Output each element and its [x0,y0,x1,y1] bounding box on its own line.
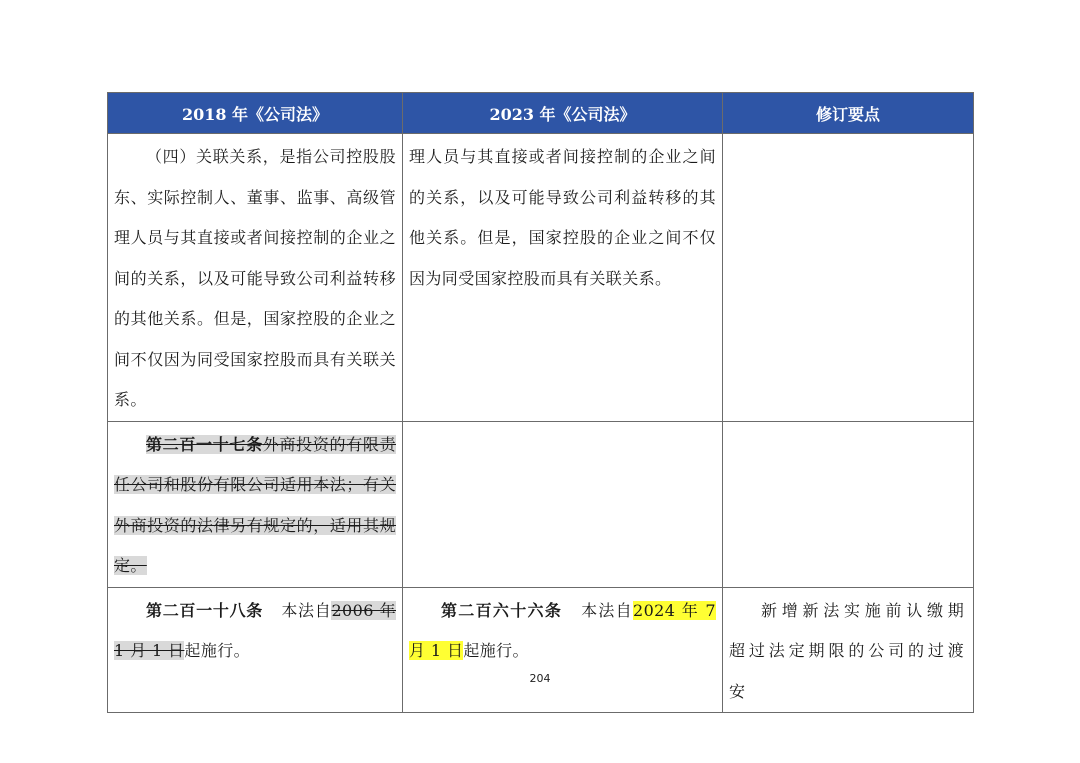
cell-text: 理人员与其直接或者间接控制的企业之间的关系，以及可能导致公司利益转移的其他关系。但是，国家控股的企业之间不仅因为同受国家控股而具有关联关系。 [409,147,716,288]
table-header-row [108,93,974,134]
cell-text [723,422,973,425]
cell-revision-empty [723,134,974,422]
cell-revision-empty [723,421,974,587]
text-fragment: 本法自 [281,600,332,620]
highlighted-date: 2024 年 7 月 1 日 [409,600,716,660]
cell-text: （四）关联关系，是指公司控股股东、实际控制人、董事、监事、高级管理人员与其直接或者间接控制的企业之间的关系，以及可能导致公司利益转移的其他关系。但是，国家控股的企业之间不仅因为同受国家控股而具有关联关系。 [114,147,396,409]
cell-2018-related-party [108,134,403,422]
cell-text [403,588,722,672]
text-fragment: 起施行。 [463,641,529,660]
cell-2023-empty [403,421,723,587]
cell-text [108,422,402,587]
cell-text: 新增新法实施前认缴期超过法定期限的公司的过渡安 [729,600,967,701]
cell-text [403,422,722,425]
page-number: 204 [529,672,551,685]
text-fragment: 起施行。 [184,641,251,660]
table-row [108,134,974,422]
cell-text [723,134,973,137]
cell-2018-effective-date [108,587,403,713]
cell-2023-effective-date [403,587,723,713]
article-number: 第二百一十八条 [146,600,263,620]
law-comparison-table [107,92,974,713]
table-row [108,587,974,713]
deleted-text: 外商投资的有限责任公司和股份有限公司适用本法；有关外商投资的法律另有规定的，适用其规定。 [114,434,396,575]
cell-2023-related-party [403,134,723,422]
article-number: 第二百六十六条 [441,600,563,620]
deleted-date: 2006 年 1 月 1 日 [114,600,396,660]
header-2018-law: 2018 年《公司法》 [108,93,403,134]
cell-revision-transition [723,587,974,713]
cell-2018-foreign-investment [108,421,403,587]
table-row [108,421,974,587]
header-revision-points: 修订要点 [723,93,974,134]
cell-text [108,588,402,672]
article-number-deleted: 第二百一十七条 [146,434,263,454]
header-2023-law: 2023 年《公司法》 [403,93,723,134]
text-fragment: 本法自 [580,600,633,620]
